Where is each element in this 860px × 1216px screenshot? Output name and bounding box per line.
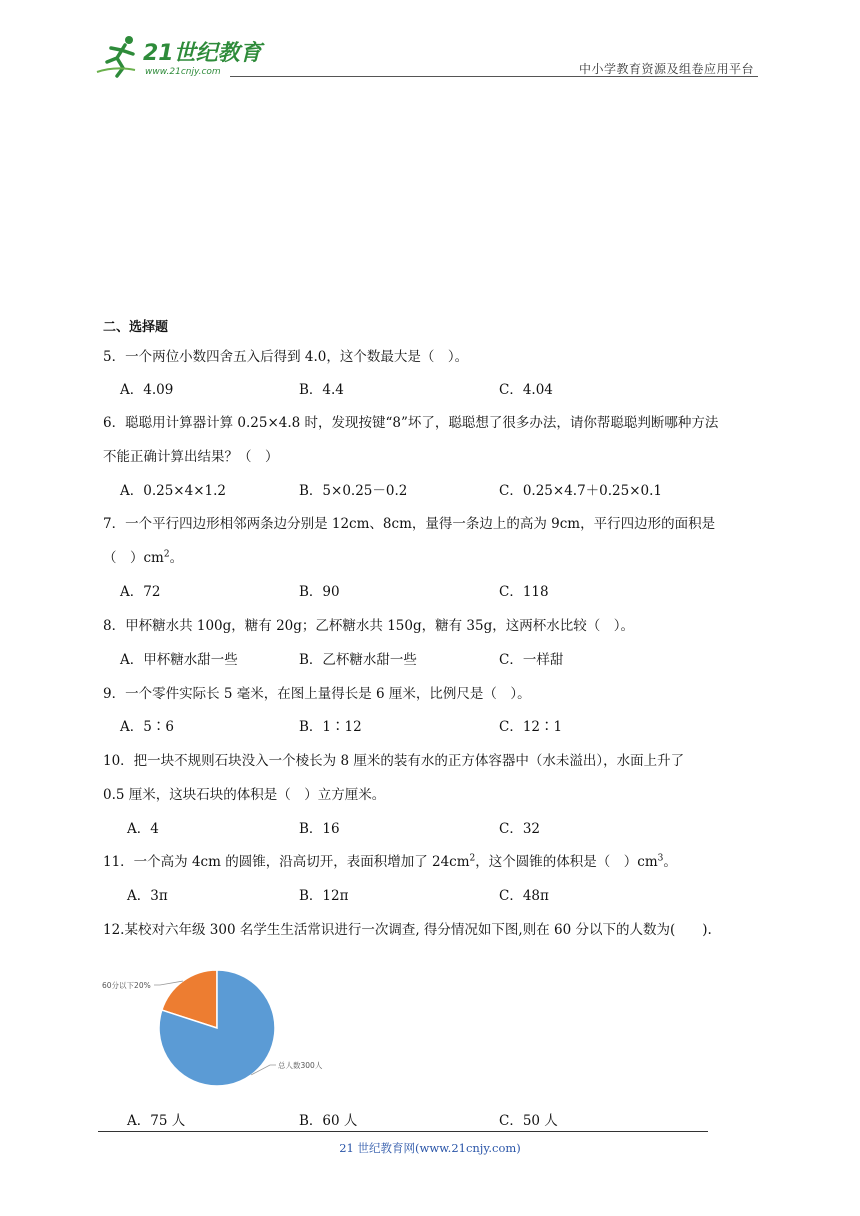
- page-header: [95, 30, 758, 78]
- option-c[interactable]: C．4.04: [499, 382, 553, 398]
- pie-chart-svg: [100, 960, 340, 1090]
- question-5: 5．一个两位小数四舍五入后得到 4.0，这个数最大是（ ）。: [103, 349, 469, 365]
- question-6-line-1: 6．聪聪用计算器计算 0.25×4.8 时，发现按键“8”坏了，聪聪想了很多办法，请你帮聪聪判断哪种方法: [103, 415, 719, 431]
- option-a[interactable]: A．72: [120, 584, 161, 600]
- option-b[interactable]: B．1∶12: [299, 719, 362, 735]
- option-a[interactable]: A．4: [127, 821, 159, 837]
- option-c[interactable]: C．50 人: [499, 1113, 558, 1129]
- platform-label: 中小学教育资源及组卷应用平台: [578, 62, 754, 76]
- option-c[interactable]: C．0.25×4.7＋0.25×0.1: [499, 483, 663, 499]
- option-c[interactable]: C．118: [499, 584, 549, 600]
- option-c[interactable]: C．32: [499, 821, 541, 837]
- option-a[interactable]: A．5∶6: [120, 719, 174, 735]
- option-c[interactable]: C．一样甜: [499, 652, 564, 668]
- svg-text:21世纪教育: 21世纪教育: [143, 41, 262, 66]
- question-11: 11．一个高为 4cm 的圆锥，沿高切开，表面积增加了 $24cm^2$，这个圆锥的体积是（ ）$cm^3$。: [103, 853, 677, 870]
- pie-label-1: 总人数300人: [278, 1061, 323, 1070]
- footer-text[interactable]: 21 世纪教育网(www.21cnjy.com): [339, 1141, 521, 1155]
- site-logo: [95, 32, 265, 78]
- option-b[interactable]: B．12π: [299, 888, 349, 904]
- option-a[interactable]: A．75 人: [127, 1113, 186, 1129]
- question-6-line-2: 不能正确计算出结果？（ ）: [103, 449, 279, 465]
- option-c[interactable]: C．48π: [499, 888, 549, 904]
- option-a[interactable]: A．甲杯糖水甜一些: [120, 652, 238, 668]
- option-b[interactable]: B．16: [299, 821, 340, 837]
- option-b[interactable]: B．乙杯糖水甜一些: [299, 652, 417, 668]
- option-b[interactable]: B．4.4: [299, 382, 344, 398]
- question-8: 8．甲杯糖水共 100g，糖有 20g；乙杯糖水共 150g，糖有 35g，这两杯水比较（ ）。: [103, 618, 634, 634]
- question-10-line-2: 0.5 厘米，这块石块的体积是（ ）立方厘米。: [103, 787, 386, 803]
- question-10-line-1: 10．把一块不规则石块没入一个棱长为 8 厘米的装有水的正方体容器中（水未溢出），水面上升了: [103, 753, 685, 769]
- question-7-line-2: （ ）$cm^2$。: [103, 549, 184, 566]
- option-b[interactable]: B．90: [299, 584, 340, 600]
- section-title: 二、选择题: [103, 320, 169, 335]
- question-7-line-1: 7．一个平行四边形相邻两条边分别是 12cm、8cm，量得一条边上的高为 9cm，平行四边形的面积是: [103, 516, 716, 532]
- option-b[interactable]: B．5×0.25－0.2: [299, 483, 408, 499]
- pie-chart: [100, 960, 340, 1090]
- option-a[interactable]: A．4.09: [120, 382, 174, 398]
- option-b[interactable]: B．60 人: [299, 1113, 358, 1129]
- option-a[interactable]: A．0.25×4×1.2: [120, 483, 226, 499]
- question-12: 12.某校对六年级 300 名学生生活常识进行一次调查, 得分情况如下图,则在 60 分以下的人数为( ).: [103, 922, 712, 938]
- pie-label-0: 60分以下20%: [102, 981, 151, 990]
- svg-text:www.21cnjy.com: www.21cnjy.com: [145, 67, 221, 77]
- header-divider: [230, 76, 758, 77]
- option-a[interactable]: A．3π: [127, 888, 168, 904]
- option-c[interactable]: C．12∶1: [499, 719, 563, 735]
- question-9: 9．一个零件实际长 5 毫米，在图上量得长是 6 厘米，比例尺是（ ）。: [103, 686, 531, 702]
- footer-divider: [98, 1131, 708, 1132]
